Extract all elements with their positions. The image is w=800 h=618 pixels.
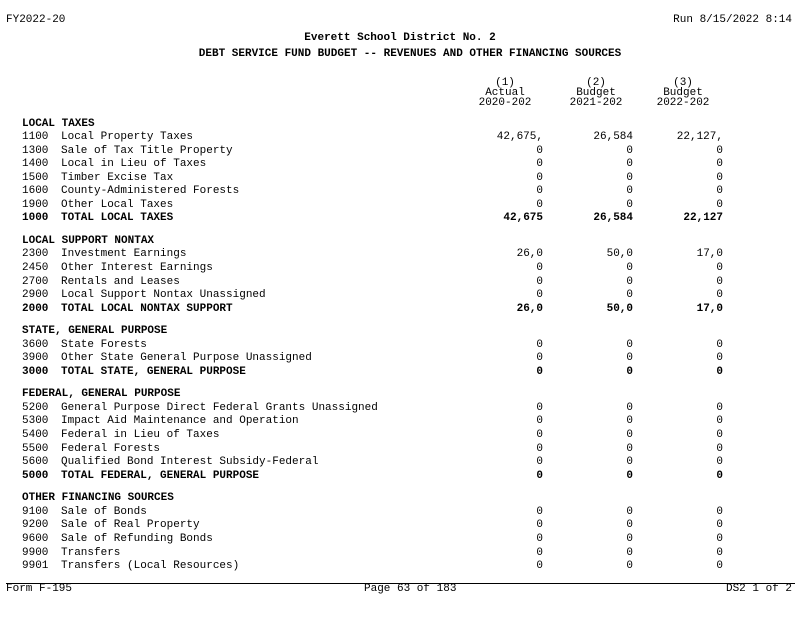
actual-value: 0: [536, 145, 543, 157]
account-description: Sale of Tax Title Property: [61, 145, 233, 157]
budget-prior-value: 0: [626, 547, 633, 559]
budget-prior-value: 0: [626, 470, 633, 482]
account-code: 9600: [22, 533, 49, 545]
actual-value: 0: [536, 547, 543, 559]
actual-value: 0: [536, 456, 543, 468]
account-code: 1100: [22, 131, 49, 143]
actual-value: 0: [536, 402, 543, 414]
actual-value: 0: [536, 519, 543, 531]
budget-prior-value: 50,0: [606, 303, 633, 315]
actual-value: 0: [536, 262, 543, 274]
budget-current-value: 0: [716, 506, 723, 518]
run-timestamp: Run 8/15/2022 8:14: [673, 14, 792, 26]
budget-current-value: 22,127: [683, 212, 723, 224]
section-title-local-taxes: LOCAL TAXES: [22, 118, 95, 130]
account-code: 5000: [22, 470, 49, 482]
district-name: Everett School District No. 2: [304, 32, 496, 44]
table-row: [0, 416, 800, 429]
budget-current-value: 22,127,: [676, 131, 723, 143]
account-code: 2300: [22, 248, 49, 260]
actual-value: 26,0: [516, 248, 543, 260]
account-description: Impact Aid Maintenance and Operation: [61, 415, 299, 427]
budget-current-value: 0: [716, 339, 723, 351]
account-description: General Purpose Direct Federal Grants Unassigned: [61, 402, 378, 414]
budget-prior-value: 0: [626, 415, 633, 427]
budget-prior-value: 0: [626, 533, 633, 545]
budget-current-value: 0: [716, 158, 723, 170]
account-code: 3900: [22, 352, 49, 364]
account-description: Sale of Refunding Bonds: [61, 533, 213, 545]
budget-prior-value: 0: [626, 158, 633, 170]
column-year: 2020-202: [478, 97, 532, 109]
table-row: [0, 186, 800, 199]
actual-value: 0: [536, 443, 543, 455]
account-description: Local Support Nontax Unassigned: [61, 289, 266, 301]
budget-current-value: 0: [716, 185, 723, 197]
budget-prior-value: 0: [626, 519, 633, 531]
column-header-actual: [460, 78, 550, 108]
actual-value: 0: [536, 172, 543, 184]
budget-current-value: 0: [716, 443, 723, 455]
account-code: 2700: [22, 276, 49, 288]
account-description: State Forests: [61, 339, 147, 351]
budget-prior-value: 0: [626, 276, 633, 288]
form-number: Form F-195: [6, 583, 73, 595]
actual-value: 0: [536, 158, 543, 170]
budget-prior-value: 50,0: [606, 248, 633, 260]
budget-prior-value: 0: [626, 506, 633, 518]
budget-current-value: 0: [716, 402, 723, 414]
actual-value: 0: [536, 199, 543, 211]
account-description: Transfers: [61, 547, 121, 559]
account-code: 1600: [22, 185, 49, 197]
budget-current-value: 0: [716, 199, 723, 211]
account-description: Other Local Taxes: [61, 199, 174, 211]
budget-prior-value: 0: [626, 262, 633, 274]
account-description: TOTAL LOCAL NONTAX SUPPORT: [61, 303, 233, 315]
account-code: 5200: [22, 402, 49, 414]
account-code: 5300: [22, 415, 49, 427]
budget-current-value: 0: [716, 366, 723, 378]
total-row: [0, 213, 800, 226]
account-description: Qualified Bond Interest Subsidy-Federal: [61, 456, 319, 468]
account-description: Timber Excise Tax: [61, 172, 174, 184]
table-row: [0, 290, 800, 303]
account-description: Federal in Lieu of Taxes: [61, 429, 220, 441]
column-year: 2022-202: [656, 97, 710, 109]
budget-current-value: 0: [716, 262, 723, 274]
account-description: Sale of Real Property: [61, 519, 200, 531]
table-row: [0, 534, 800, 547]
account-code: 3000: [22, 366, 49, 378]
budget-current-value: 0: [716, 456, 723, 468]
account-code: 1000: [22, 212, 49, 224]
budget-current-value: 0: [716, 533, 723, 545]
column-label: Budget: [576, 87, 616, 99]
actual-value: 0: [536, 366, 543, 378]
account-description: County-Administered Forests: [61, 185, 240, 197]
actual-value: 0: [536, 185, 543, 197]
budget-prior-value: 0: [626, 443, 633, 455]
account-description: Other Interest Earnings: [61, 262, 213, 274]
account-code: 9901: [22, 560, 49, 572]
actual-value: 0: [536, 429, 543, 441]
page-code: DS2 1 of 2: [725, 583, 792, 595]
budget-current-value: 0: [716, 276, 723, 288]
total-row: [0, 367, 800, 380]
section-title-other-financing: OTHER FINANCING SOURCES: [22, 492, 174, 504]
section-title-local-nontax: LOCAL SUPPORT NONTAX: [22, 235, 155, 247]
budget-prior-value: 0: [626, 172, 633, 184]
actual-value: 0: [536, 533, 543, 545]
account-description: TOTAL FEDERAL, GENERAL PURPOSE: [61, 470, 260, 482]
column-label: Budget: [663, 87, 703, 99]
table-row: [0, 159, 800, 172]
actual-value: 26,0: [516, 303, 543, 315]
actual-value: 0: [536, 415, 543, 427]
budget-prior-value: 26,584: [593, 212, 633, 224]
account-description: Investment Earnings: [61, 248, 187, 260]
fiscal-year: FY2022-20: [6, 14, 66, 26]
budget-prior-value: 0: [626, 199, 633, 211]
actual-value: 0: [536, 470, 543, 482]
column-label: Actual: [485, 87, 525, 99]
account-description: Local in Lieu of Taxes: [61, 158, 207, 170]
table-row: [0, 430, 800, 443]
budget-current-value: 0: [716, 519, 723, 531]
table-row: [0, 520, 800, 533]
account-code: 1400: [22, 158, 49, 170]
budget-prior-value: 0: [626, 145, 633, 157]
budget-prior-value: 0: [626, 402, 633, 414]
table-row: [0, 249, 800, 262]
actual-value: 0: [536, 352, 543, 364]
actual-value: 0: [536, 506, 543, 518]
column-year: 2021-202: [569, 97, 623, 109]
actual-value: 42,675: [503, 212, 543, 224]
account-code: 2000: [22, 303, 49, 315]
budget-prior-value: 0: [626, 289, 633, 301]
budget-current-value: 0: [716, 470, 723, 482]
section-title-federal-general: FEDERAL, GENERAL PURPOSE: [22, 388, 181, 400]
table-row: [0, 353, 800, 366]
account-description: Federal Forests: [61, 443, 161, 455]
account-description: Rentals and Leases: [61, 276, 180, 288]
budget-prior-value: 0: [626, 456, 633, 468]
actual-value: 0: [536, 560, 543, 572]
budget-current-value: 0: [716, 560, 723, 572]
budget-current-value: 17,0: [696, 248, 723, 260]
account-code: 5600: [22, 456, 49, 468]
actual-value: 0: [536, 289, 543, 301]
budget-current-value: 17,0: [696, 303, 723, 315]
budget-current-value: 0: [716, 172, 723, 184]
actual-value: 0: [536, 276, 543, 288]
budget-prior-value: 0: [626, 429, 633, 441]
report-title: DEBT SERVICE FUND BUDGET -- REVENUES AND OTHER FINANCING SOURCES: [198, 48, 622, 60]
account-description: TOTAL LOCAL TAXES: [61, 212, 174, 224]
column-number: (1): [495, 77, 515, 89]
column-header-budget-current: [638, 78, 728, 108]
column-header-budget-prior: [551, 78, 641, 108]
account-code: 1900: [22, 199, 49, 211]
account-code: 3600: [22, 339, 49, 351]
account-code: 1500: [22, 172, 49, 184]
budget-prior-value: 0: [626, 185, 633, 197]
budget-current-value: 0: [716, 547, 723, 559]
budget-current-value: 0: [716, 352, 723, 364]
account-code: 5500: [22, 443, 49, 455]
table-row: [0, 561, 800, 574]
budget-prior-value: 0: [626, 352, 633, 364]
account-description: Sale of Bonds: [61, 506, 147, 518]
account-code: 9900: [22, 547, 49, 559]
budget-prior-value: 0: [626, 560, 633, 572]
account-description: Other State General Purpose Unassigned: [61, 352, 312, 364]
actual-value: 0: [536, 339, 543, 351]
account-code: 2450: [22, 262, 49, 274]
account-description: Local Property Taxes: [61, 131, 194, 143]
table-row: [0, 263, 800, 276]
page-number: Page 63 of 183: [364, 583, 457, 595]
budget-current-value: 0: [716, 415, 723, 427]
account-code: 9100: [22, 506, 49, 518]
section-title-state-general: STATE, GENERAL PURPOSE: [22, 325, 168, 337]
table-row: [0, 132, 800, 145]
account-code: 1300: [22, 145, 49, 157]
account-code: 2900: [22, 289, 49, 301]
total-row: [0, 471, 800, 484]
account-description: TOTAL STATE, GENERAL PURPOSE: [61, 366, 246, 378]
budget-current-value: 0: [716, 145, 723, 157]
account-code: 9200: [22, 519, 49, 531]
actual-value: 42,675,: [496, 131, 543, 143]
column-number: (3): [673, 77, 693, 89]
budget-current-value: 0: [716, 429, 723, 441]
account-description: Transfers (Local Resources): [61, 560, 240, 572]
budget-prior-value: 0: [626, 339, 633, 351]
budget-prior-value: 26,584: [593, 131, 633, 143]
account-code: 5400: [22, 429, 49, 441]
total-row: [0, 304, 800, 317]
column-number: (2): [586, 77, 606, 89]
budget-prior-value: 0: [626, 366, 633, 378]
budget-current-value: 0: [716, 289, 723, 301]
table-row: [0, 457, 800, 470]
